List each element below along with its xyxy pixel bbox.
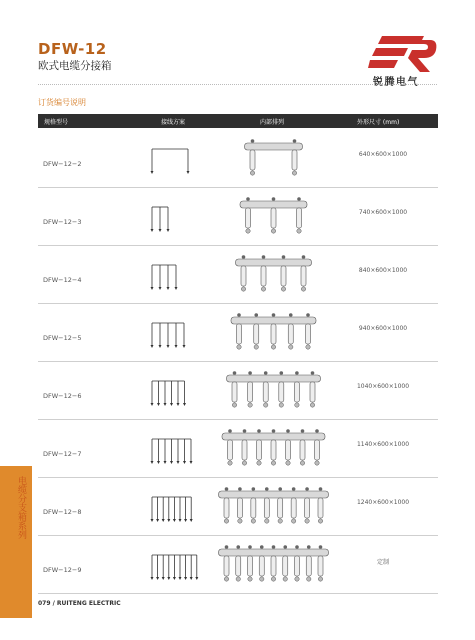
wiring-scheme-diagram xyxy=(148,373,200,409)
column-header-layout: 内部排列 xyxy=(260,119,285,126)
model-cell: DFW−12−2 xyxy=(43,160,82,168)
table-row xyxy=(38,245,438,304)
dimensions-cell: 940×600×1000 xyxy=(358,325,408,332)
model-cell: DFW−12−9 xyxy=(43,566,82,574)
model-cell: DFW−12−4 xyxy=(43,276,82,284)
model-cell: DFW−12−3 xyxy=(43,218,82,226)
section-title: 订货编号说明 xyxy=(38,98,86,107)
model-cell: DFW−12−8 xyxy=(43,508,82,516)
dimensions-cell: 640×600×1000 xyxy=(358,151,408,158)
table-row xyxy=(38,303,438,362)
table-header xyxy=(38,114,438,128)
internal-layout-diagram xyxy=(216,425,331,471)
page-title: DFW-12 xyxy=(38,40,107,58)
dimensions-cell: 1040×600×1000 xyxy=(356,383,410,390)
table-row xyxy=(38,535,438,594)
dimensions-cell: 840×600×1000 xyxy=(358,267,408,274)
internal-layout-diagram xyxy=(216,193,331,239)
table-row xyxy=(38,361,438,420)
column-header-model: 规格型号 xyxy=(44,119,69,126)
internal-layout-diagram xyxy=(216,251,331,297)
model-cell: DFW−12−7 xyxy=(43,450,82,458)
page-subtitle: 欧式电缆分接箱 xyxy=(38,60,112,72)
page-footer: 079 / RUITENG ELECTRIC xyxy=(38,600,121,607)
model-cell: DFW−12−5 xyxy=(43,334,82,342)
column-header-scheme: 接线方案 xyxy=(161,119,186,126)
internal-layout-diagram xyxy=(216,541,331,587)
wiring-scheme-diagram xyxy=(148,141,200,177)
table-row xyxy=(38,419,438,478)
brand-name: 锐腾电气 xyxy=(373,77,419,88)
wiring-scheme-diagram xyxy=(148,431,200,467)
internal-layout-diagram xyxy=(216,483,331,529)
dimensions-cell: 1140×600×1000 xyxy=(356,441,410,448)
side-label: 电缆分支箱系列 xyxy=(16,476,26,539)
header-divider xyxy=(38,84,437,85)
internal-layout-diagram xyxy=(216,135,331,181)
internal-layout-diagram xyxy=(216,367,331,413)
wiring-scheme-diagram xyxy=(148,489,200,525)
dimensions-cell: 740×600×1000 xyxy=(358,209,408,216)
model-cell: DFW−12−6 xyxy=(43,392,82,400)
internal-layout-diagram xyxy=(216,309,331,355)
column-header-dims: 外形尺寸 (mm) xyxy=(357,119,400,126)
table-row xyxy=(38,477,438,536)
wiring-scheme-diagram xyxy=(148,315,200,351)
wiring-scheme-diagram xyxy=(148,199,200,235)
dimensions-cell: 1240×600×1000 xyxy=(356,499,410,506)
wiring-scheme-diagram xyxy=(148,547,200,583)
wiring-scheme-diagram xyxy=(148,257,200,293)
dimensions-cell: 定制 xyxy=(376,559,389,566)
table-row xyxy=(38,187,438,246)
table-row xyxy=(38,129,438,188)
